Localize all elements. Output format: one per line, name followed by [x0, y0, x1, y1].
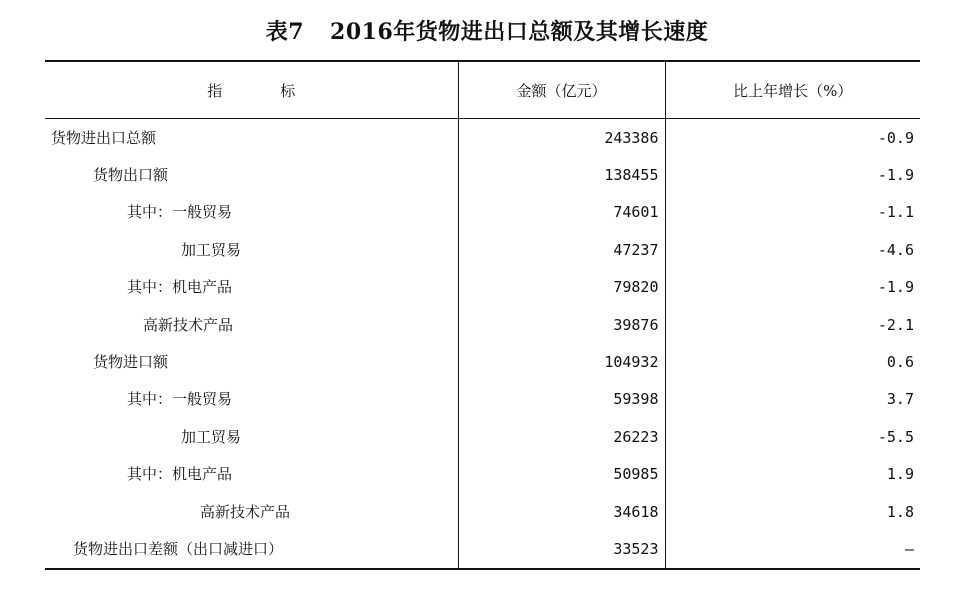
row-amount: 47237 — [458, 231, 665, 268]
table-row — [45, 194, 920, 231]
table-title — [0, 17, 974, 47]
row-growth: -1.9 — [665, 269, 920, 306]
row-amount: 59398 — [458, 381, 665, 418]
row-name: 其中：一般贸易 — [127, 203, 233, 222]
header-indicator-part1: 指 — [207, 81, 223, 100]
header-amount: 金额（亿元） — [458, 61, 665, 119]
row-amount: 50985 — [458, 456, 665, 493]
row-name: 货物出口额 — [93, 166, 169, 185]
row-growth: — — [665, 530, 920, 568]
row-growth: -4.6 — [665, 231, 920, 268]
row-name: 货物进出口差额（出口减进口） — [45, 530, 458, 568]
row-amount: 243386 — [458, 119, 665, 157]
row-growth: -5.5 — [665, 418, 920, 455]
row-name: 其中：机电产品 — [127, 278, 233, 297]
table-row — [45, 418, 920, 455]
row-amount: 26223 — [458, 418, 665, 455]
row-growth: 0.6 — [665, 343, 920, 380]
header-indicator-part2: 标 — [280, 81, 296, 100]
table-row — [45, 343, 920, 380]
row-growth: -1.1 — [665, 194, 920, 231]
table-row — [45, 231, 920, 268]
table-row — [45, 381, 920, 418]
table-row — [45, 269, 920, 306]
row-growth: -2.1 — [665, 306, 920, 343]
row-amount: 138455 — [458, 156, 665, 193]
row-growth: -0.9 — [665, 119, 920, 157]
table-row — [45, 456, 920, 493]
header-indicator — [45, 61, 458, 119]
row-name: 其中：一般贸易 — [127, 390, 233, 409]
trade-table — [45, 60, 920, 570]
table-row — [45, 306, 920, 343]
row-name: 加工贸易 — [181, 240, 242, 259]
row-amount: 104932 — [458, 343, 665, 380]
row-growth: 1.8 — [665, 493, 920, 530]
row-amount: 33523 — [458, 530, 665, 568]
header-row — [45, 61, 920, 119]
row-name: 高新技术产品 — [200, 502, 291, 521]
table-number: 表7 — [265, 19, 305, 45]
table-title-text: 2016年货物进出口总额及其增长速度 — [330, 19, 709, 45]
row-amount: 74601 — [458, 194, 665, 231]
table-row — [45, 530, 920, 568]
table-row — [45, 156, 920, 193]
row-amount: 34618 — [458, 493, 665, 530]
row-growth: -1.9 — [665, 156, 920, 193]
row-growth: 3.7 — [665, 381, 920, 418]
row-name: 货物进出口总额 — [51, 128, 157, 147]
row-name: 加工贸易 — [181, 427, 242, 446]
row-name: 货物进口额 — [93, 353, 169, 372]
row-name: 其中：机电产品 — [127, 465, 233, 484]
table-row — [45, 119, 920, 157]
header-growth: 比上年增长（%） — [665, 61, 920, 119]
row-growth: 1.9 — [665, 456, 920, 493]
table-row — [45, 493, 920, 530]
row-amount: 39876 — [458, 306, 665, 343]
row-name: 高新技术产品 — [143, 315, 234, 334]
row-amount: 79820 — [458, 269, 665, 306]
